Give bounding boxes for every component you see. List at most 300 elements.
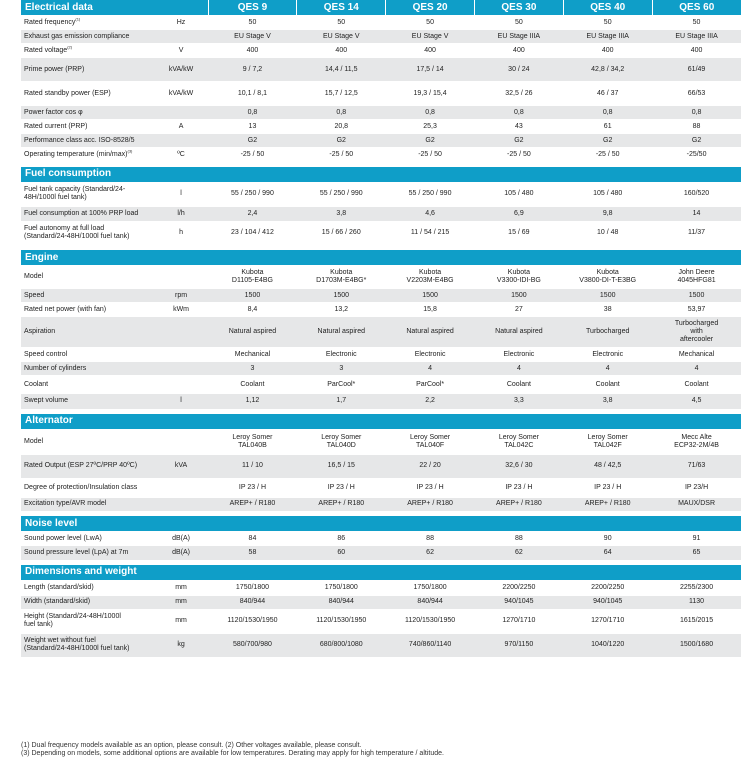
row-label: Excitation type/AVR model xyxy=(24,500,107,508)
value-cell: 22 / 20 xyxy=(386,454,475,478)
unit-cell: mm xyxy=(154,595,208,609)
value-cell: AREP+ / R180 xyxy=(386,497,475,511)
value-cell: Kubota V3300-IDI-BG xyxy=(474,266,563,289)
section-header-row xyxy=(21,565,741,581)
row-label-cell xyxy=(21,289,154,303)
unit-cell xyxy=(154,478,208,497)
table-row xyxy=(21,58,741,82)
value-cell: 1500 xyxy=(563,289,652,303)
table-row xyxy=(21,478,741,497)
row-label: Sound power level (LwA) xyxy=(24,534,102,542)
table-row xyxy=(21,221,741,245)
section-title: Electrical data xyxy=(21,0,208,16)
row-label: Rated voltage xyxy=(24,46,68,54)
row-label-cell xyxy=(21,532,154,546)
value-cell: G2 xyxy=(563,134,652,148)
value-cell: 46 / 37 xyxy=(563,82,652,106)
row-label-cell xyxy=(21,82,154,106)
value-cell: -25/50 xyxy=(652,148,741,162)
value-cell: 840/944 xyxy=(386,595,475,609)
value-cell: 30 / 24 xyxy=(474,58,563,82)
row-label: Speed control xyxy=(24,350,68,358)
value-cell: Electronic xyxy=(297,348,386,362)
value-cell: 66/53 xyxy=(652,82,741,106)
value-cell: 1,7 xyxy=(297,394,386,409)
section-header-row xyxy=(21,414,741,430)
value-cell: 680/800/1080 xyxy=(297,633,386,657)
row-label: Rated current (PRP) xyxy=(24,122,88,130)
value-cell: IP 23 / H xyxy=(386,478,475,497)
value-cell: EU Stage V xyxy=(386,30,475,44)
value-cell: 88 xyxy=(652,120,741,134)
value-cell: 43 xyxy=(474,120,563,134)
section-title: Engine xyxy=(21,250,741,266)
value-cell: 1130 xyxy=(652,595,741,609)
value-cell: Turbocharged with aftercooler xyxy=(652,317,741,348)
row-label-cell xyxy=(21,44,154,58)
value-cell: Mechanical xyxy=(208,348,297,362)
unit-cell: kWm xyxy=(154,303,208,317)
table-row xyxy=(21,148,741,162)
model-column-header: QES 9 xyxy=(208,0,297,16)
row-label: Aspiration xyxy=(24,328,56,335)
value-cell: 90 xyxy=(563,532,652,546)
row-label: Coolant xyxy=(24,380,49,388)
value-cell: Electronic xyxy=(474,348,563,362)
row-label-cell xyxy=(21,497,154,511)
value-cell: Kubota D1703M-E4BG* xyxy=(297,266,386,289)
row-label: Fuel autonomy at full load (Standard/24-48H/1000l fuel tank) xyxy=(24,225,130,241)
value-cell: -25 / 50 xyxy=(386,148,475,162)
value-cell: 62 xyxy=(474,546,563,560)
row-label: Power factor cos φ xyxy=(24,108,83,116)
value-cell: IP 23 / H xyxy=(208,478,297,497)
value-cell: Coolant xyxy=(208,376,297,394)
value-cell: 42,8 / 34,2 xyxy=(563,58,652,82)
value-cell: 400 xyxy=(474,44,563,58)
value-cell: -25 / 50 xyxy=(208,148,297,162)
row-label-cell xyxy=(21,148,154,162)
value-cell: 970/1150 xyxy=(474,633,563,657)
value-cell: Natural aspired xyxy=(474,317,563,348)
section-header-row xyxy=(21,167,741,183)
value-cell: 1500/1680 xyxy=(652,633,741,657)
value-cell: G2 xyxy=(652,134,741,148)
row-label-cell xyxy=(21,120,154,134)
value-cell: 50 xyxy=(208,16,297,30)
value-cell: Natural aspired xyxy=(208,317,297,348)
value-cell: 27 xyxy=(474,303,563,317)
value-cell: Coolant xyxy=(474,376,563,394)
model-column-header: QES 40 xyxy=(563,0,652,16)
section-title: Noise level xyxy=(21,516,741,532)
value-cell: 10,1 / 8,1 xyxy=(208,82,297,106)
row-label-cell xyxy=(21,317,154,348)
value-cell: 15,8 xyxy=(386,303,475,317)
footnote-line: (3) Depending on models, some additional options are available for low temperatures. Derating may apply for high temperature / altitude. xyxy=(21,750,444,757)
unit-cell: l xyxy=(154,182,208,206)
value-cell: 4 xyxy=(563,362,652,376)
value-cell: AREP+ / R180 xyxy=(474,497,563,511)
value-cell: 840/944 xyxy=(297,595,386,609)
footnote-reference: (2) xyxy=(67,44,73,50)
value-cell: 20,8 xyxy=(297,120,386,134)
value-cell: IP 23 / H xyxy=(474,478,563,497)
value-cell: 160/520 xyxy=(652,182,741,206)
value-cell: 1270/1710 xyxy=(474,609,563,633)
value-cell: 4,5 xyxy=(652,394,741,409)
value-cell: 50 xyxy=(652,16,741,30)
value-cell: 91 xyxy=(652,532,741,546)
value-cell: 1750/1800 xyxy=(297,580,386,595)
value-cell: AREP+ / R180 xyxy=(563,497,652,511)
value-cell: 1120/1530/1950 xyxy=(386,609,475,633)
footnote-reference: (1) xyxy=(75,16,81,22)
value-cell: 0,8 xyxy=(297,106,386,120)
unit-cell: dB(A) xyxy=(154,532,208,546)
value-cell: 105 / 480 xyxy=(563,182,652,206)
unit-cell: kVA xyxy=(154,454,208,478)
unit-cell: mm xyxy=(154,580,208,595)
value-cell: 11/37 xyxy=(652,221,741,245)
unit-cell: dB(A) xyxy=(154,546,208,560)
value-cell: AREP+ / R180 xyxy=(297,497,386,511)
spec-sheet xyxy=(21,0,741,657)
unit-cell xyxy=(154,362,208,376)
value-cell: 53,97 xyxy=(652,303,741,317)
value-cell: 25,3 xyxy=(386,120,475,134)
value-cell: Electronic xyxy=(563,348,652,362)
value-cell: 1500 xyxy=(386,289,475,303)
value-cell: 400 xyxy=(652,44,741,58)
row-label-cell xyxy=(21,134,154,148)
row-label-cell xyxy=(21,454,154,478)
unit-cell: kVA/kW xyxy=(154,58,208,82)
row-label-cell xyxy=(21,266,154,289)
row-label: Speed xyxy=(24,291,45,299)
value-cell: 0,8 xyxy=(386,106,475,120)
value-cell: 580/700/980 xyxy=(208,633,297,657)
row-label-cell xyxy=(21,595,154,609)
value-cell: 15 / 69 xyxy=(474,221,563,245)
row-label: Rated frequency xyxy=(24,18,76,26)
value-cell: 50 xyxy=(386,16,475,30)
table-row xyxy=(21,595,741,609)
unit-cell xyxy=(154,497,208,511)
value-cell: 9 / 7,2 xyxy=(208,58,297,82)
row-label-cell xyxy=(21,478,154,497)
value-cell: EU Stage V xyxy=(297,30,386,44)
unit-cell: mm xyxy=(154,609,208,633)
unit-cell xyxy=(154,376,208,394)
table-row xyxy=(21,376,741,394)
model-column-header: QES 60 xyxy=(652,0,741,16)
spec-table-body xyxy=(21,0,741,657)
row-label-cell xyxy=(21,362,154,376)
table-row xyxy=(21,633,741,657)
row-label-cell xyxy=(21,16,154,30)
value-cell: 840/944 xyxy=(208,595,297,609)
value-cell: 3 xyxy=(297,362,386,376)
value-cell: 50 xyxy=(474,16,563,30)
row-label-cell xyxy=(21,221,154,245)
table-row xyxy=(21,44,741,58)
table-row xyxy=(21,182,741,206)
value-cell: EU Stage V xyxy=(208,30,297,44)
unit-cell xyxy=(154,317,208,348)
unit-cell: kVA/kW xyxy=(154,82,208,106)
value-cell: 3,3 xyxy=(474,394,563,409)
unit-cell xyxy=(154,429,208,454)
value-cell: Leroy Somer TAL040F xyxy=(386,429,475,454)
value-cell: Leroy Somer TAL040D xyxy=(297,429,386,454)
value-cell: 64 xyxy=(563,546,652,560)
value-cell: 1040/1220 xyxy=(563,633,652,657)
table-row xyxy=(21,546,741,560)
table-row xyxy=(21,362,741,376)
row-label: Model xyxy=(24,437,44,445)
unit-cell xyxy=(154,30,208,44)
footnote-reference: (3) xyxy=(127,148,133,154)
row-label: Rated Output (ESP 27ºC/PRP 40ºC) xyxy=(24,462,138,469)
unit-cell: h xyxy=(154,221,208,245)
value-cell: 15 / 66 / 260 xyxy=(297,221,386,245)
value-cell: John Deere 4045HFG81 xyxy=(652,266,741,289)
table-row xyxy=(21,266,741,289)
value-cell: 6,9 xyxy=(474,206,563,221)
row-label: Swept volume xyxy=(24,397,68,405)
value-cell: 15,7 / 12,5 xyxy=(297,82,386,106)
unit-cell xyxy=(154,266,208,289)
row-label: Number of cylinders xyxy=(24,364,87,372)
value-cell: Coolant xyxy=(563,376,652,394)
row-label-cell xyxy=(21,182,154,206)
row-label: Width (standard/skid) xyxy=(24,598,91,605)
value-cell: IP 23 / H xyxy=(297,478,386,497)
unit-cell: ºC xyxy=(154,148,208,162)
row-label-cell xyxy=(21,58,154,82)
value-cell: ParCool* xyxy=(386,376,475,394)
row-label-cell xyxy=(21,348,154,362)
unit-cell: l/h xyxy=(154,206,208,221)
row-label: Performance class acc. ISO-8528/5 xyxy=(24,136,135,144)
table-row xyxy=(21,206,741,221)
row-label: Weight wet without fuel (Standard/24-48H/1000l fuel tank) xyxy=(24,637,130,653)
value-cell: Kubota V2203M-E4BG xyxy=(386,266,475,289)
row-label: Rated net power (with fan) xyxy=(24,305,107,313)
value-cell: 61 xyxy=(563,120,652,134)
unit-cell: l xyxy=(154,394,208,409)
row-label: Exhaust gas emission compliance xyxy=(24,32,130,40)
value-cell: 1120/1530/1950 xyxy=(208,609,297,633)
row-label-cell xyxy=(21,106,154,120)
section-title: Fuel consumption xyxy=(21,167,741,183)
value-cell: Kubota D1105-E4BG xyxy=(208,266,297,289)
section-title: Dimensions and weight xyxy=(21,565,741,581)
value-cell: MAUX/DSR xyxy=(652,497,741,511)
value-cell: 0,8 xyxy=(563,106,652,120)
row-label-cell xyxy=(21,633,154,657)
value-cell: 0,8 xyxy=(652,106,741,120)
value-cell: Leroy Somer TAL040B xyxy=(208,429,297,454)
value-cell: 0,8 xyxy=(474,106,563,120)
value-cell: 13,2 xyxy=(297,303,386,317)
table-row xyxy=(21,82,741,106)
value-cell: EU Stage IIIA xyxy=(652,30,741,44)
value-cell: 4,6 xyxy=(386,206,475,221)
value-cell: 400 xyxy=(563,44,652,58)
table-row xyxy=(21,580,741,595)
row-label-cell xyxy=(21,206,154,221)
value-cell: 940/1045 xyxy=(563,595,652,609)
model-column-header: QES 14 xyxy=(297,0,386,16)
row-label: Sound pressure level (LpA) at 7m xyxy=(24,548,129,556)
value-cell: 23 / 104 / 412 xyxy=(208,221,297,245)
value-cell: 8,4 xyxy=(208,303,297,317)
table-row xyxy=(21,532,741,546)
value-cell: Electronic xyxy=(386,348,475,362)
value-cell: 14,4 / 11,5 xyxy=(297,58,386,82)
value-cell: 11 / 10 xyxy=(208,454,297,478)
section-title: Alternator xyxy=(21,414,741,430)
value-cell: 13 xyxy=(208,120,297,134)
value-cell: Mecc Alte ECP32-2M/4B xyxy=(652,429,741,454)
value-cell: 62 xyxy=(386,546,475,560)
value-cell: 65 xyxy=(652,546,741,560)
row-label-cell xyxy=(21,376,154,394)
value-cell: 4 xyxy=(386,362,475,376)
value-cell: 86 xyxy=(297,532,386,546)
value-cell: 88 xyxy=(474,532,563,546)
value-cell: 32,5 / 26 xyxy=(474,82,563,106)
value-cell: G2 xyxy=(386,134,475,148)
value-cell: EU Stage IIIA xyxy=(563,30,652,44)
unit-cell: Hz xyxy=(154,16,208,30)
row-label-cell xyxy=(21,546,154,560)
value-cell: 1750/1800 xyxy=(386,580,475,595)
value-cell: 71/63 xyxy=(652,454,741,478)
value-cell: 55 / 250 / 990 xyxy=(297,182,386,206)
row-label: Model xyxy=(24,273,44,280)
value-cell: 19,3 / 15,4 xyxy=(386,82,475,106)
value-cell: -25 / 50 xyxy=(474,148,563,162)
value-cell: 1270/1710 xyxy=(563,609,652,633)
value-cell: 2255/2300 xyxy=(652,580,741,595)
value-cell: 17,5 / 14 xyxy=(386,58,475,82)
table-row xyxy=(21,30,741,44)
row-label: Rated standby power (ESP) xyxy=(24,89,111,97)
value-cell: EU Stage IIIA xyxy=(474,30,563,44)
table-row xyxy=(21,289,741,303)
row-label-cell xyxy=(21,30,154,44)
value-cell: 9,8 xyxy=(563,206,652,221)
value-cell: 14 xyxy=(652,206,741,221)
value-cell: 1,12 xyxy=(208,394,297,409)
value-cell: 1500 xyxy=(474,289,563,303)
value-cell: Natural aspired xyxy=(386,317,475,348)
value-cell: 61/49 xyxy=(652,58,741,82)
model-column-header: QES 20 xyxy=(386,0,475,16)
value-cell: 3 xyxy=(208,362,297,376)
value-cell: 2200/2250 xyxy=(474,580,563,595)
table-row xyxy=(21,317,741,348)
value-cell: 1500 xyxy=(208,289,297,303)
row-label: Fuel consumption at 100% PRP load xyxy=(24,209,139,217)
section-header-row xyxy=(21,0,741,16)
value-cell: -25 / 50 xyxy=(297,148,386,162)
value-cell: 48 / 42,5 xyxy=(563,454,652,478)
value-cell: 4 xyxy=(474,362,563,376)
value-cell: 740/860/1140 xyxy=(386,633,475,657)
table-row xyxy=(21,429,741,454)
spec-table xyxy=(21,0,741,657)
table-row xyxy=(21,454,741,478)
row-label-cell xyxy=(21,394,154,409)
table-row xyxy=(21,609,741,633)
value-cell: 400 xyxy=(297,44,386,58)
value-cell: Mechanical xyxy=(652,348,741,362)
value-cell: 4 xyxy=(652,362,741,376)
value-cell: 2200/2250 xyxy=(563,580,652,595)
value-cell: 16,5 / 15 xyxy=(297,454,386,478)
unit-cell xyxy=(154,348,208,362)
value-cell: ParCool* xyxy=(297,376,386,394)
row-label: Fuel tank capacity (Standard/24- 48H/1000l fuel tank) xyxy=(24,186,126,201)
unit-cell: kg xyxy=(154,633,208,657)
value-cell: 88 xyxy=(386,532,475,546)
value-cell: 1500 xyxy=(297,289,386,303)
value-cell: G2 xyxy=(208,134,297,148)
value-cell: 400 xyxy=(208,44,297,58)
unit-cell xyxy=(154,106,208,120)
value-cell: Leroy Somer TAL042C xyxy=(474,429,563,454)
value-cell: 3,8 xyxy=(563,394,652,409)
row-label: Length (standard/skid) xyxy=(24,583,94,591)
value-cell: 10 / 48 xyxy=(563,221,652,245)
value-cell: 1120/1530/1950 xyxy=(297,609,386,633)
row-label-cell xyxy=(21,580,154,595)
value-cell: Coolant xyxy=(652,376,741,394)
value-cell: 32,6 / 30 xyxy=(474,454,563,478)
value-cell: G2 xyxy=(297,134,386,148)
table-row xyxy=(21,106,741,120)
value-cell: Natural aspired xyxy=(297,317,386,348)
value-cell: 11 / 54 / 215 xyxy=(386,221,475,245)
table-row xyxy=(21,303,741,317)
table-row xyxy=(21,348,741,362)
table-row xyxy=(21,394,741,409)
unit-cell: V xyxy=(154,44,208,58)
row-label: Height (Standard/24-48H/1000l fuel tank) xyxy=(24,613,121,628)
value-cell: 1500 xyxy=(652,289,741,303)
row-label: Operating temperature (min/max) xyxy=(24,150,128,158)
value-cell: 84 xyxy=(208,532,297,546)
value-cell: 2,2 xyxy=(386,394,475,409)
row-label: Prime power (PRP) xyxy=(24,65,85,73)
value-cell: 1615/2015 xyxy=(652,609,741,633)
value-cell: -25 / 50 xyxy=(563,148,652,162)
value-cell: G2 xyxy=(474,134,563,148)
value-cell: 55 / 250 / 990 xyxy=(386,182,475,206)
value-cell: 55 / 250 / 990 xyxy=(208,182,297,206)
row-label-cell xyxy=(21,303,154,317)
value-cell: 0,8 xyxy=(208,106,297,120)
value-cell: 58 xyxy=(208,546,297,560)
value-cell: 400 xyxy=(386,44,475,58)
table-row xyxy=(21,16,741,30)
footnotes xyxy=(21,742,741,758)
value-cell: Turbocharged xyxy=(563,317,652,348)
